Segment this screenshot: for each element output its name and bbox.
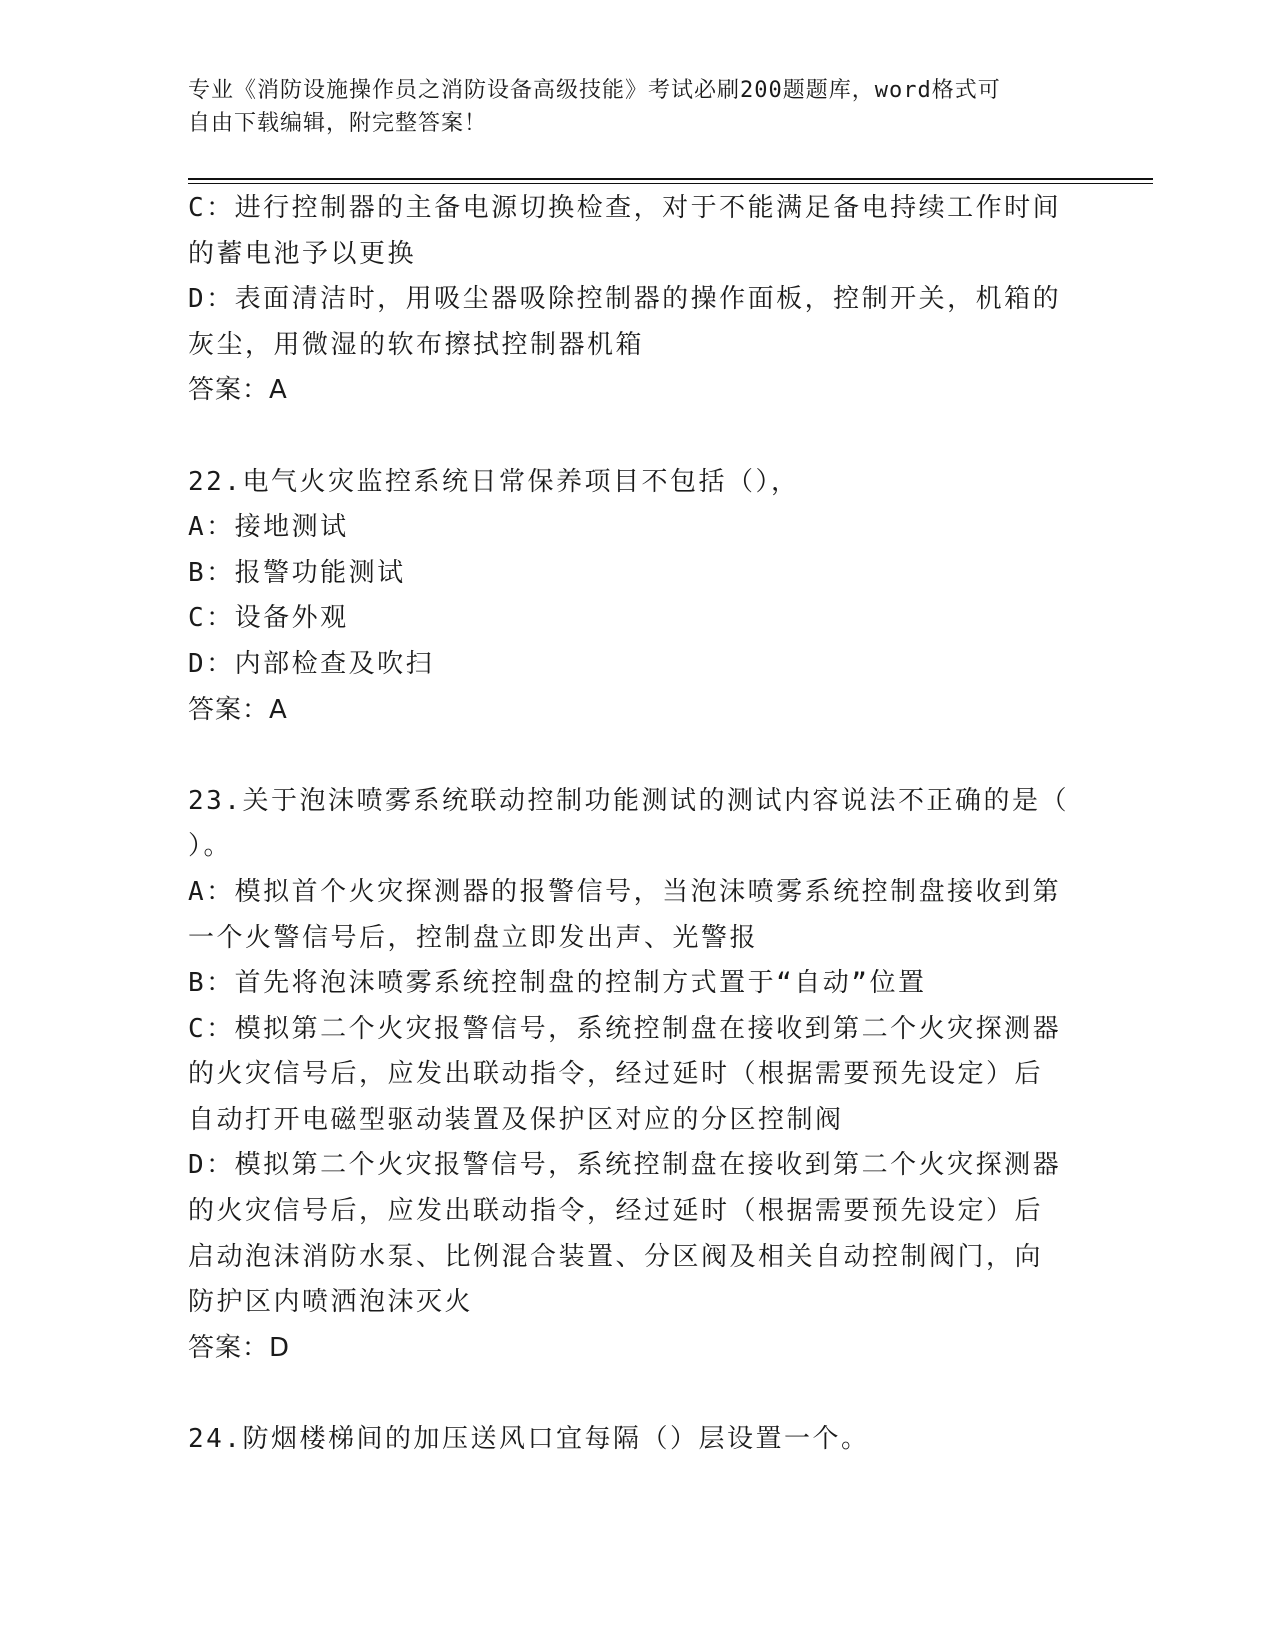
spacer xyxy=(188,414,1088,460)
option-c-line-1: C：模拟第二个火灾报警信号，系统控制盘在接收到第二个火灾探测器 xyxy=(188,1013,1062,1044)
question-content xyxy=(188,186,1088,1463)
option-d-line-1: D：模拟第二个火灾报警信号，系统控制盘在接收到第二个火灾探测器 xyxy=(188,1150,1062,1181)
option-a-line-1: A：模拟首个火灾探测器的报警信号，当泡沫喷雾系统控制盘接收到第 xyxy=(188,876,1062,907)
option-c-line-1: C：进行控制器的主备电源切换检查，对于不能满足备电持续工作时间 xyxy=(188,193,1062,223)
question-23 xyxy=(188,779,1088,1372)
answer-23: 答案：D xyxy=(188,1332,291,1363)
option-a: A：接地测试 xyxy=(188,512,349,543)
question-22-stem: 22.电气火灾监控系统日常保养项目不包括（）， xyxy=(188,466,800,497)
header-divider-thick xyxy=(188,178,1153,180)
header-divider-thin xyxy=(188,183,1153,184)
option-c-line-3: 自动打开电磁型驱动装置及保护区对应的分区控制阀 xyxy=(188,1104,844,1135)
option-c-line-2: 的火灾信号后，应发出联动指令，经过延时（根据需要预先设定）后 xyxy=(188,1059,1044,1090)
spacer xyxy=(188,1371,1088,1417)
answer-21: 答案：A xyxy=(188,375,288,406)
option-c-line-2: 的蓄电池予以更换 xyxy=(188,238,417,269)
option-d-line-4: 防护区内喷洒泡沫灭火 xyxy=(188,1287,474,1318)
answer-22: 答案：A xyxy=(188,694,288,725)
header-line-1: 专业《消防设施操作员之消防设备高级技能》考试必刷200题题库，word格式可 xyxy=(188,78,1001,103)
document-header xyxy=(188,74,1088,140)
question-23-stem-line-2: ）。 xyxy=(188,831,233,862)
question-22 xyxy=(188,460,1088,734)
question-24 xyxy=(188,1417,1088,1463)
header-line-2: 自由下载编辑，附完整答案！ xyxy=(188,111,488,136)
option-b: B：报警功能测试 xyxy=(188,557,406,588)
question-21-tail xyxy=(188,186,1088,414)
option-b-line-1: B：首先将泡沫喷雾系统控制盘的控制方式置于“自动”位置 xyxy=(188,968,927,999)
option-d-line-3: 启动泡沫消防水泵、比例混合装置、分区阀及相关自动控制阀门，向 xyxy=(188,1241,1044,1272)
option-d-line-2: 灰尘，用微湿的软布擦拭控制器机箱 xyxy=(188,329,645,360)
option-d-line-1: D：表面清洁时，用吸尘器吸除控制器的操作面板，控制开关，机箱的 xyxy=(188,284,1062,315)
question-24-stem: 24.防烟楼梯间的加压送风口宜每隔（）层设置一个。 xyxy=(188,1424,870,1455)
option-d-line-2: 的火灾信号后，应发出联动指令，经过延时（根据需要预先设定）后 xyxy=(188,1196,1044,1227)
spacer xyxy=(188,733,1088,779)
option-c: C：设备外观 xyxy=(188,603,349,634)
option-a-line-2: 一个火警信号后，控制盘立即发出声、光警报 xyxy=(188,922,759,953)
option-d: D：内部检查及吹扫 xyxy=(188,648,435,679)
question-23-stem-line-1: 23.关于泡沫喷雾系统联动控制功能测试的测试内容说法不正确的是（ xyxy=(188,785,1069,816)
